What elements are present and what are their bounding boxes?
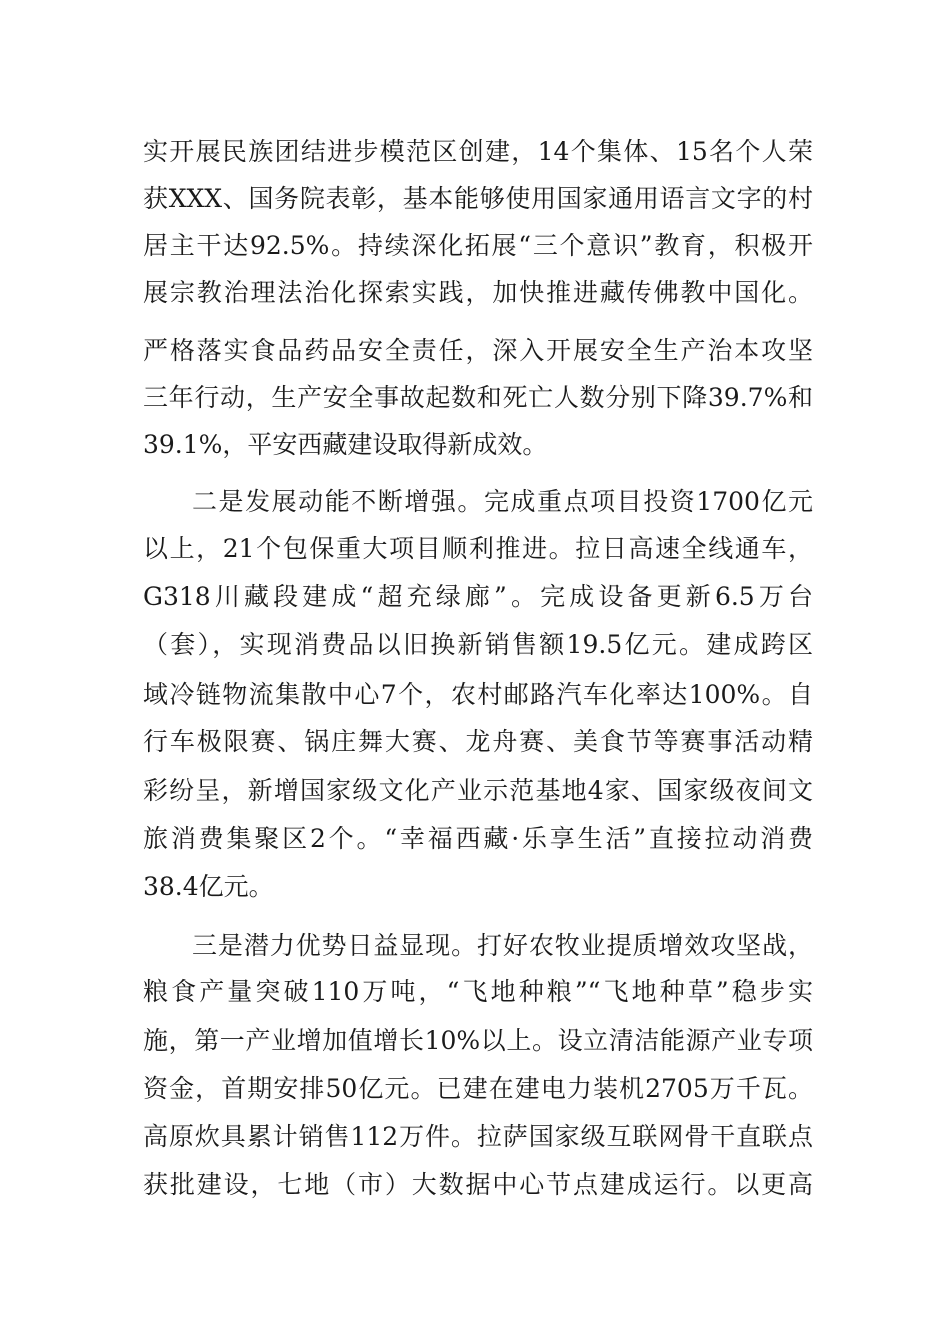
text-line: 展宗教治理法治化探索实践，加快推进藏传佛教中国化。 (143, 278, 813, 307)
text-line: 获批建设，七地（市）大数据中心节点建成运行。以更高 (143, 1170, 813, 1199)
text-line: 彩纷呈，新增国家级文化产业示范基地4家、国家级夜间文 (143, 776, 813, 805)
text-line: 施，第一产业增加值增长10%以上。设立清洁能源产业专项 (143, 1026, 813, 1055)
text-line: 高原炊具累计销售112万件。拉萨国家级互联网骨干直联点 (143, 1122, 813, 1151)
paragraph-2-first-line: 二是发展动能不断增强。完成重点项目投资1700亿元 (192, 487, 813, 516)
text-line: 旅消费集聚区2个。“幸福西藏·乐享生活”直接拉动消费 (143, 824, 813, 853)
text-line: 38.4亿元。 (143, 872, 274, 901)
text-line: 行车极限赛、锅庄舞大赛、龙舟赛、美食节等赛事活动精 (143, 727, 813, 756)
text-line: 居主干达92.5%。持续深化拓展“三个意识”教育，积极开 (143, 231, 813, 260)
text-line: 资金，首期安排50亿元。已建在建电力装机2705万千瓦。 (143, 1074, 813, 1103)
text-line: 实开展民族团结进步模范区创建，14个集体、15名个人荣 (143, 137, 813, 166)
text-line: （套），实现消费品以旧换新销售额19.5亿元。建成跨区 (143, 630, 813, 659)
text-line: 粮食产量突破110万吨，“飞地种粮”“飞地种草”稳步实 (143, 977, 813, 1006)
text-line: 三年行动，生产安全事故起数和死亡人数分别下降39.7%和 (143, 383, 813, 412)
text-line: 严格落实食品药品安全责任，深入开展安全生产治本攻坚 (143, 336, 813, 365)
text-line: 域冷链物流集散中心7个，农村邮路汽车化率达100%。自 (143, 680, 813, 709)
text-line: 39.1%，平安西藏建设取得新成效。 (143, 430, 548, 459)
paragraph-3-first-line: 三是潜力优势日益显现。打好农牧业提质增效攻坚战， (192, 931, 813, 960)
text-line: G318川藏段建成“超充绿廊”。完成设备更新6.5万台 (143, 582, 813, 611)
text-line: 获XXX、国务院表彰，基本能够使用国家通用语言文字的村 (143, 184, 813, 213)
text-line: 以上，21个包保重大项目顺利推进。拉日高速全线通车， (143, 534, 813, 563)
